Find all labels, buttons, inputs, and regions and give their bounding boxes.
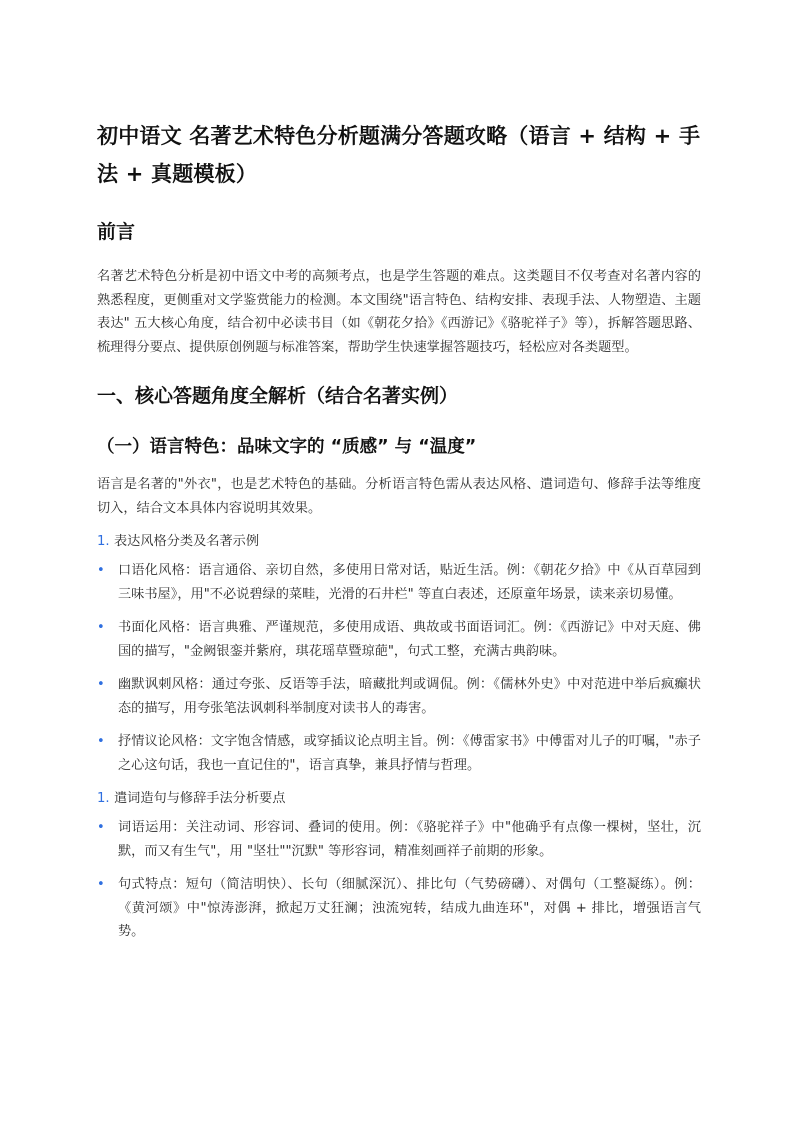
page-title: 初中语文 名著艺术特色分析题满分答题攻略（语言 + 结构 + 手法 + 真题模板） <box>97 124 701 186</box>
list-item <box>97 873 701 944</box>
preface-heading: 前言 <box>97 221 136 243</box>
numbered-heading-text: 表达风格分类及名著示例 <box>114 534 260 549</box>
bullet-icon: • <box>97 563 105 578</box>
list-item-text: 句式特点：短句（简洁明快）、长句（细腻深沉）、排比句（气势磅礴）、对偶句（工整凝练）。例：《黄河颂》中"惊涛澎湃，掀起万丈狂澜；浊流宛转，结成九曲连环"，对偶 + 排比，增强语言气势。 <box>118 877 701 939</box>
subsection-heading-language: （一）语言特色：品味文字的 “质感” 与 “温度” <box>97 437 477 457</box>
list-item-text: 口语化风格：语言通俗、亲切自然，多使用日常对话，贴近生活。例：《朝花夕拾》中《从百草园到三味书屋》，用"不必说碧绿的菜畦，光滑的石井栏" 等直白表述，还原童年场景，读来亲切易懂。 <box>118 563 701 602</box>
section-heading-core-angles: 一、核心答题角度全解析（结合名著实例） <box>97 385 459 407</box>
bullet-icon: • <box>97 677 105 692</box>
list-number: 1. <box>97 534 110 549</box>
list-item-text: 书面化风格：语言典雅、严谨规范，多使用成语、典故或书面语词汇。例：《西游记》中对天庭、佛国的描写，"金阙银銮并紫府，琪花瑶草暨琼葩"，句式工整，充满古典韵味。 <box>118 620 701 659</box>
list-item-text: 词语运用：关注动词、形容词、叠词的使用。例：《骆驼祥子》中"他确乎有点像一棵树，坚壮，沉默，而又有生气"，用 "坚壮""沉默" 等形容词，精准刻画祥子前期的形象。 <box>118 820 701 859</box>
bullet-icon: • <box>97 620 105 635</box>
numbered-heading-text: 遣词造句与修辞手法分析要点 <box>114 791 286 806</box>
numbered-heading-wording <box>97 787 701 810</box>
wording-bullet-list <box>97 816 701 944</box>
list-number: 1. <box>97 791 110 806</box>
numbered-heading-styles <box>97 530 701 553</box>
list-item-text: 抒情议论风格：文字饱含情感，或穿插议论点明主旨。例：《傅雷家书》中傅雷对儿子的叮嘱，"赤子之心这句话，我也一直记住的"，语言真挚，兼具抒情与哲理。 <box>118 734 701 773</box>
document-content <box>97 117 701 954</box>
list-item-text: 幽默讽刺风格：通过夸张、反语等手法，暗藏批判或调侃。例：《儒林外史》中对范进中举后疯癫状态的描写，用夸张笔法讽刺科举制度对读书人的毒害。 <box>118 677 701 716</box>
bullet-icon: • <box>97 877 105 892</box>
bullet-icon: • <box>97 734 105 749</box>
list-item <box>97 559 701 606</box>
style-bullet-list <box>97 559 701 777</box>
list-item <box>97 616 701 663</box>
list-item <box>97 673 701 720</box>
list-item <box>97 816 701 863</box>
bullet-icon: • <box>97 820 105 835</box>
subsection-intro-paragraph: 语言是名著的"外衣"，也是艺术特色的基础。分析语言特色需从表达风格、遣词造句、修辞手法等维度切入，结合文本具体内容说明其效果。 <box>97 477 701 516</box>
preface-paragraph: 名著艺术特色分析是初中语文中考的高频考点，也是学生答题的难点。这类题目不仅考查对名著内容的熟悉程度，更侧重对文学鉴赏能力的检测。本文围绕"语言特色、结构安排、表现手法、人物塑造、主题表达" 五大核心角度，结合初中必读书目（如《朝花夕拾》《西游记》《骆驼祥子》等），拆解答题思路、梳理得分要点、提供原创例题与标准答案，帮助学生快速掌握答题技巧，轻松应对各类题型。 <box>97 269 701 355</box>
list-item <box>97 730 701 777</box>
